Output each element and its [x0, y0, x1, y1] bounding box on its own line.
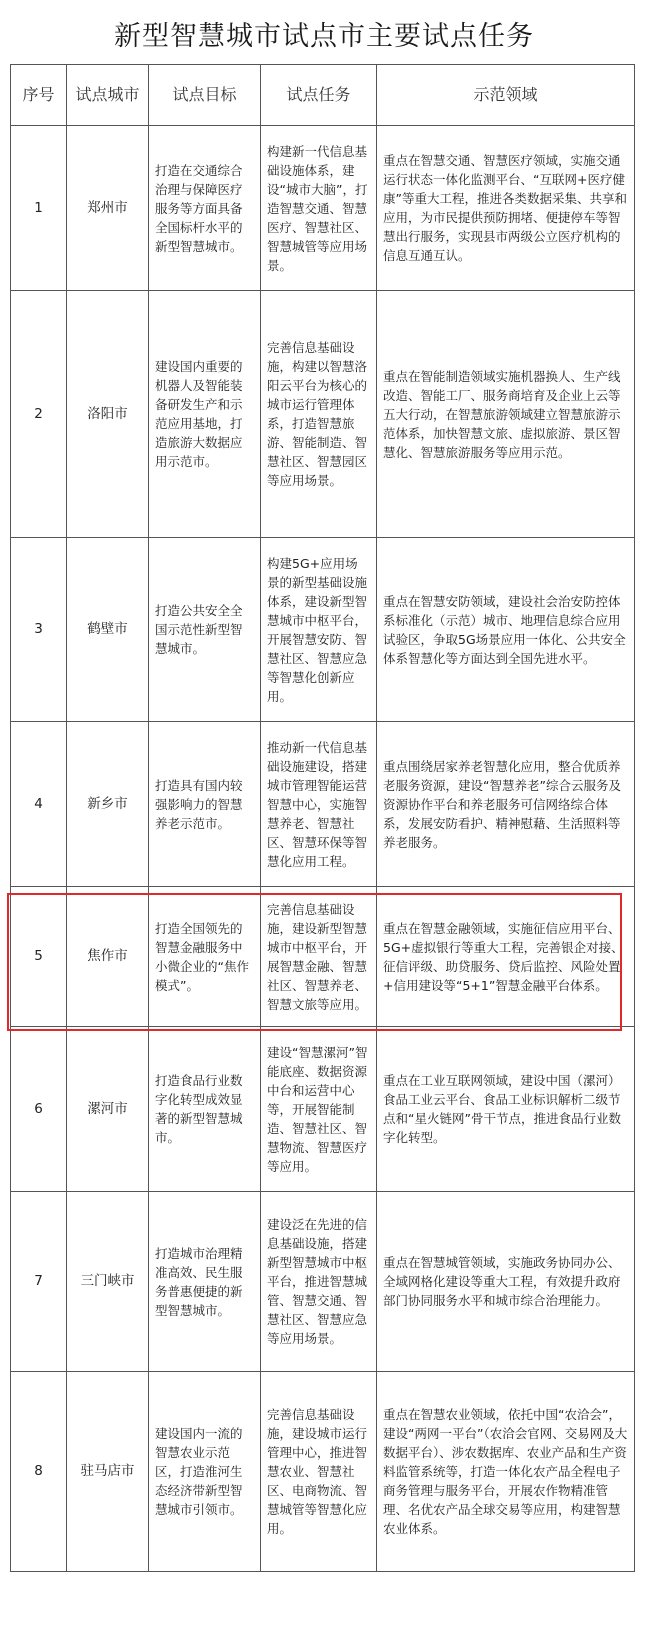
- row-domain: 重点在智能制造领域实施机器换人、生产线改造、智能工厂、服务商培育及企业上云等五大行动，在智慧旅游领域建立智慧旅游示范体系，加快智慧文旅、虚拟旅游、景区智慧化、智慧旅游服务等应用示范。: [377, 291, 635, 538]
- row-goal: 打造公共安全全国示范性新型智慧城市。: [149, 538, 261, 722]
- table-row: [11, 1372, 635, 1572]
- row-task: 完善信息基础设施，建设城市运行管理中心，推进智慧农业、智慧社区、电商物流、智慧城管等智慧化应用。: [261, 1372, 377, 1572]
- row-index: 8: [11, 1372, 67, 1572]
- row-city: 新乡市: [67, 722, 149, 887]
- row-index: 3: [11, 538, 67, 722]
- row-domain: 重点在智慧金融领域，实施征信应用平台、5G+虚拟银行等重大工程，完善银企对接、征信评级、助贷服务、贷后监控、风险处置+信用建设等“5+1”智慧金融平台体系。: [377, 887, 635, 1027]
- table-row: [11, 887, 635, 1027]
- header-task: 试点任务: [261, 65, 377, 126]
- row-domain: 重点在智慧城管领域，实施政务协同办公、全域网格化建设等重大工程，有效提升政府部门协同服务水平和城市综合治理能力。: [377, 1192, 635, 1372]
- table-row: [11, 1192, 635, 1372]
- table-row: [11, 1027, 635, 1192]
- pilot-tasks-table: [10, 64, 635, 1572]
- header-domain: 示范领域: [377, 65, 635, 126]
- row-goal: 打造全国领先的智慧金融服务中小微企业的“焦作模式”。: [149, 887, 261, 1027]
- row-index: 1: [11, 126, 67, 291]
- row-index: 5: [11, 887, 67, 1027]
- row-index: 6: [11, 1027, 67, 1192]
- row-city: 洛阳市: [67, 291, 149, 538]
- row-goal: 打造食品行业数字化转型成效显著的新型智慧城市。: [149, 1027, 261, 1192]
- table-row: [11, 722, 635, 887]
- table-row: [11, 291, 635, 538]
- row-city: 三门峡市: [67, 1192, 149, 1372]
- row-goal: 建设国内一流的智慧农业示范区，打造淮河生态经济带新型智慧城市引领市。: [149, 1372, 261, 1572]
- row-task: 完善信息基础设施，构建以智慧洛阳云平台为核心的城市运行管理体系，打造智慧旅游、智能制造、智慧社区、智慧园区等应用场景。: [261, 291, 377, 538]
- row-domain: 重点在智慧农业领域，依托中国“农洽会”，建设“两网一平台”（农洽会官网、交易网及大数据平台）、涉农数据库、农业产品和生产资料监管系统等，打造一体化农产品全程电子商务管理与服务平台，开展农作物精准管理、名优农产品全球交易等应用，构建智慧农业体系。: [377, 1372, 635, 1572]
- table-row: [11, 538, 635, 722]
- row-goal: 打造在交通综合治理与保障医疗服务等方面具备全国标杆水平的新型智慧城市。: [149, 126, 261, 291]
- header-goal: 试点目标: [149, 65, 261, 126]
- row-index: 2: [11, 291, 67, 538]
- table-header-row: [11, 65, 635, 126]
- row-task: 推动新一代信息基础设施建设，搭建城市管理智能运营智慧中心，实施智慧养老、智慧社区、智慧环保等智慧化应用工程。: [261, 722, 377, 887]
- row-city: 漯河市: [67, 1027, 149, 1192]
- header-city: 试点城市: [67, 65, 149, 126]
- header-index: 序号: [11, 65, 67, 126]
- row-city: 鹤壁市: [67, 538, 149, 722]
- row-task: 构建新一代信息基础设施体系，建设“城市大脑”，打造智慧交通、智慧医疗、智慧社区、智慧城管等应用场景。: [261, 126, 377, 291]
- row-city: 驻马店市: [67, 1372, 149, 1572]
- row-index: 4: [11, 722, 67, 887]
- row-domain: 重点在工业互联网领域，建设中国（漯河）食品工业云平台、食品工业标识解析二级节点和“星火链网”骨干节点，推进食品行业数字化转型。: [377, 1027, 635, 1192]
- row-domain: 重点在智慧安防领域，建设社会治安防控体系标准化（示范）城市、地理信息综合应用试验区，争取5G场景应用一体化、公共安全体系智慧化等方面达到全国先进水平。: [377, 538, 635, 722]
- row-task: 建设“智慧漯河”智能底座、数据资源中台和运营中心等，开展智能制造、智慧社区、智慧物流、智慧医疗等应用。: [261, 1027, 377, 1192]
- row-task: 建设泛在先进的信息基础设施，搭建新型智慧城市中枢平台，推进智慧城管、智慧交通、智慧社区、智慧应急等应用场景。: [261, 1192, 377, 1372]
- row-goal: 打造城市治理精准高效、民生服务普惠便捷的新型智慧城市。: [149, 1192, 261, 1372]
- row-task: 构建5G+应用场景的新型基础设施体系，建设新型智慧城市中枢平台，开展智慧安防、智慧社区、智慧应急等智慧化创新应用。: [261, 538, 377, 722]
- row-domain: 重点在智慧交通、智慧医疗领域，实施交通运行状态一体化监测平台、“互联网+医疗健康”等重大工程，推进各类数据采集、共享和应用，为市民提供预防拥堵、便捷停车等智慧出行服务，实现县市两级公立医疗机构的信息互通互认。: [377, 126, 635, 291]
- row-domain: 重点围绕居家养老智慧化应用，整合优质养老服务资源，建设“智慧养老”综合云服务及资源协作平台和养老服务可信网络综合体系，发展安防看护、精神慰藉、生活照料等养老服务。: [377, 722, 635, 887]
- row-goal: 建设国内重要的机器人及智能装备研发生产和示范应用基地，打造旅游大数据应用示范市。: [149, 291, 261, 538]
- row-city: 焦作市: [67, 887, 149, 1027]
- table-row: [11, 126, 635, 291]
- page-title: 新型智慧城市试点市主要试点任务: [114, 21, 534, 52]
- row-goal: 打造具有国内较强影响力的智慧养老示范市。: [149, 722, 261, 887]
- row-city: 郑州市: [67, 126, 149, 291]
- row-index: 7: [11, 1192, 67, 1372]
- row-task: 完善信息基础设施，建设新型智慧城市中枢平台，开展智慧金融、智慧社区、智慧养老、智慧文旅等应用。: [261, 887, 377, 1027]
